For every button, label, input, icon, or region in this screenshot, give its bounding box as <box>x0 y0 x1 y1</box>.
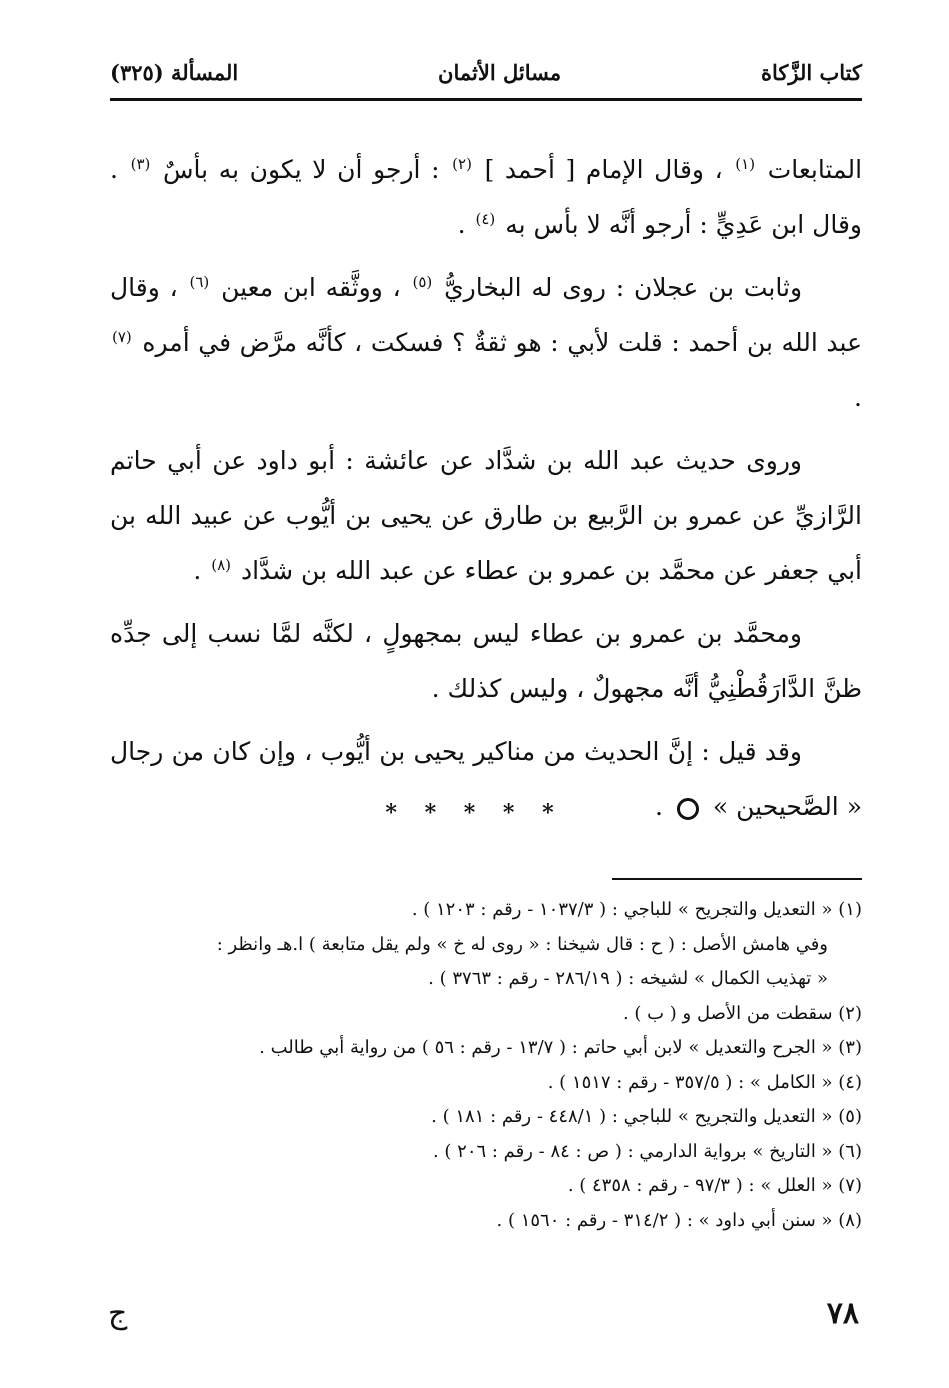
text-run: : أرجو أن لا يكون به بأسٌ <box>162 155 440 184</box>
footnote-ref: (٣) <box>130 154 151 173</box>
text-run: وقد قيل : إنَّ الحديث من مناكير يحيى بن أيُّوب ، وإن كان من رجال « الصَّحيحين » <box>110 737 862 821</box>
running-header <box>110 52 862 92</box>
footnotes <box>110 893 862 1238</box>
footnote-line: (١) « التعديل والتجريح » للباجي : ( ١٠٣٧/٣ - رقم : ١٢٠٣ ) . <box>411 899 862 920</box>
text-run: المتابعات <box>767 155 863 184</box>
paragraph-2 <box>110 260 862 425</box>
footnote-ref: (٢) <box>452 154 472 173</box>
text-run: . <box>193 556 202 585</box>
footnote-rule <box>612 878 862 880</box>
chapter-title: مسائل الأثمان <box>438 59 562 85</box>
text-run: . <box>457 210 466 239</box>
issue-label: المسألة (٣٢٥) <box>110 59 239 85</box>
text-run: وروى حديث عبد الله بن شدَّاد عن عائشة : أبو داود عن أبي حاتم الرَّازيِّ عن عمرو بن الرَّبيع بن طارق عن يحيى بن أيُّوب عن عبيد الله بن أبي جعفر عن محمَّد بن عمرو بن عطاء عن عبد الله بن شدَّاد <box>110 446 862 585</box>
text-run: ، ووثَّقه ابن معين <box>221 273 401 302</box>
footnote-line: « تهذيب الكمال » لشيخه : ( ٢٨٦/١٩ - رقم : ٣٧٦٣ ) . <box>428 968 828 989</box>
text-run: ، وقال الإمام [ أحمد ] <box>484 155 723 184</box>
main-text <box>110 142 862 842</box>
signature-mark: ج <box>108 1296 128 1331</box>
text-run: . <box>854 383 862 412</box>
footnote-ref: (٧) <box>112 327 132 346</box>
text-run: ، وقال عبد الله بن أحمد : قلت لأبي : هو ثقةٌ ؟ فسكت ، كأنَّه مرَّض في أمره <box>110 273 862 357</box>
text-run: وثابت بن عجلان : روى له البخاريُّ <box>444 273 803 302</box>
book-title: كتاب الزَّكاة <box>760 59 862 85</box>
footnote-ref: (٤) <box>475 209 496 228</box>
footnote-ref: (٦) <box>189 272 210 291</box>
footnote-line: وفي هامش الأصل : ( ح : قال شيخنا : « روى له خ » ولم يقل متابعة ) ا.هـ وانظر : <box>216 933 828 955</box>
footnote-line: (٦) « التاريخ » برواية الدارمي : ( ص : ٨٤ - رقم : ٢٠٦ ) . <box>432 1140 862 1162</box>
footnote-line: (٨) « سنن أبي داود » : ( ٣١٤/٢ - رقم : ١٥٦٠ ) . <box>496 1209 862 1231</box>
footnote-line: (٢) سقطت من الأصل و ( ب ) . <box>622 1002 862 1024</box>
paragraph-4: ومحمَّد بن عمرو بن عطاء ليس بمجهولٍ ، لكنَّه لمَّا نسب إلى جدِّه ظنَّ الدَّارَقُطْنِيُّ أنَّه مجهولٌ ، وليس كذلك . <box>110 619 862 703</box>
footnote-line: (٣) « الجرح والتعديل » لابن أبي حاتم : ( ١٣/٧ - رقم : ٥٦ ) من رواية أبي طالب . <box>259 1037 862 1058</box>
footnote-line: (٥) « التعديل والتجريح » للباجي : ( ٤٤٨/١ - رقم : ١٨١ ) . <box>431 1106 862 1127</box>
paragraph-3 <box>110 433 862 598</box>
paragraph-1 <box>110 142 862 252</box>
footnote-ref: (٥) <box>412 272 433 291</box>
section-separator: * * * * * <box>385 800 564 826</box>
footnote-ref: (١) <box>735 154 756 173</box>
header-rule <box>110 98 862 101</box>
page-number: ٧٨ <box>826 1296 859 1331</box>
footnote-ref: (٨) <box>211 555 231 574</box>
text-run: . وقال ابن عَدِيٍّ : أرجو أنَّه لا بأس به <box>110 155 862 239</box>
text-run: . <box>655 792 663 821</box>
footnote-line: (٤) « الكامل » : ( ٣٥٧/٥ - رقم : ١٥١٧ ) . <box>547 1071 862 1093</box>
footnote-line: (٧) « العلل » : ( ٩٧/٣ - رقم : ٤٣٥٨ ) . <box>567 1175 862 1196</box>
